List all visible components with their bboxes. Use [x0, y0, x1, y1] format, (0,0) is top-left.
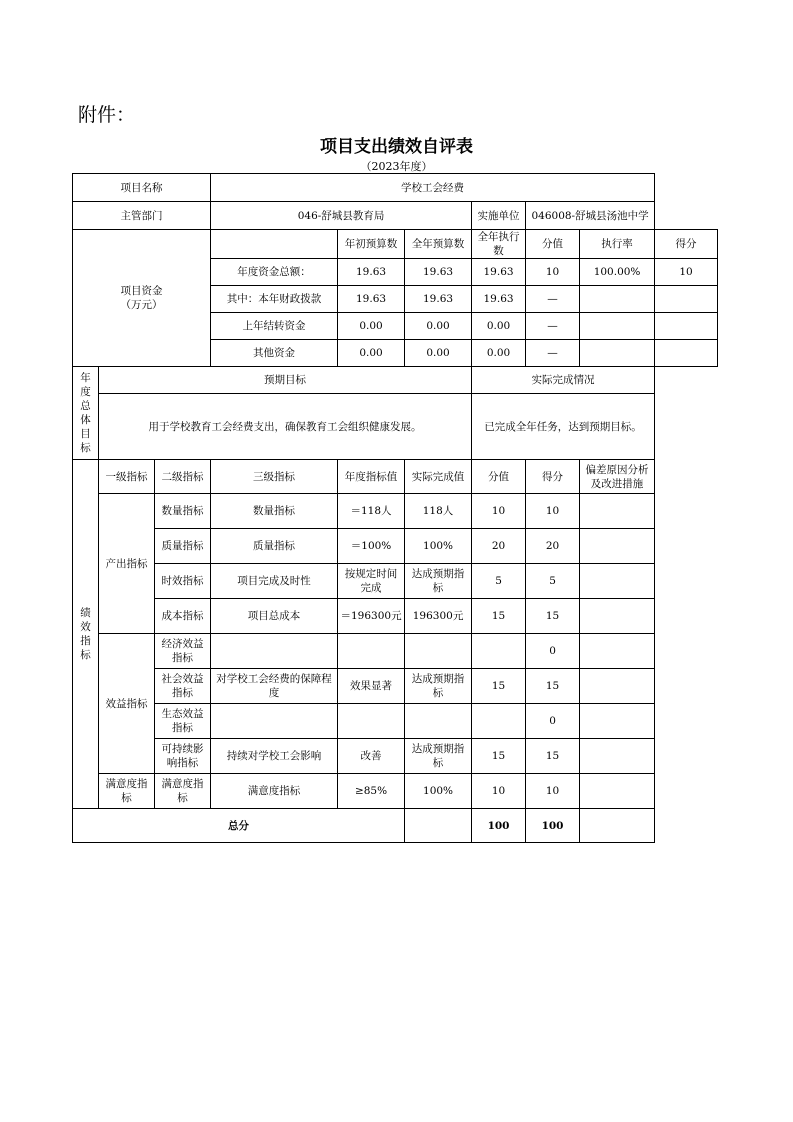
project-name: 学校工会经费 — [211, 174, 655, 202]
target-value: ＝196300元 — [338, 599, 405, 634]
table-row — [73, 774, 718, 809]
table-row — [73, 634, 718, 669]
funds-header: 年初预算数 — [338, 230, 405, 259]
level3-indicator: 项目总成本 — [211, 599, 338, 634]
score-value: 15 — [472, 599, 526, 634]
table-row — [73, 739, 718, 774]
level2-indicator: 质量指标 — [155, 529, 211, 564]
got-value: 0 — [526, 704, 580, 739]
level3-indicator: 满意度指标 — [211, 774, 338, 809]
note-value — [580, 774, 655, 809]
note-value — [580, 599, 655, 634]
target-value — [338, 704, 405, 739]
score-value: 10 — [472, 494, 526, 529]
table-row — [73, 564, 718, 599]
total-note — [580, 809, 655, 843]
got-value: 15 — [526, 599, 580, 634]
table-row — [73, 367, 718, 394]
funds-row-label: 其他资金 — [211, 340, 338, 367]
table-row — [73, 202, 718, 230]
funds-header: 全年执行数 — [472, 230, 526, 259]
score-value — [472, 704, 526, 739]
target-value: ＝100% — [338, 529, 405, 564]
funds-cell: 10 — [526, 259, 580, 286]
funds-header: 分值 — [526, 230, 580, 259]
note-value — [580, 739, 655, 774]
table-row — [73, 599, 718, 634]
score-value: 15 — [472, 739, 526, 774]
funds-cell — [655, 286, 718, 313]
funds-cell: 19.63 — [338, 259, 405, 286]
actual-value — [405, 704, 472, 739]
project-name-label: 项目名称 — [73, 174, 211, 202]
total-score: 100 — [472, 809, 526, 843]
target-value: 效果显著 — [338, 669, 405, 704]
funds-cell: 19.63 — [405, 286, 472, 313]
funds-cell: 0.00 — [472, 313, 526, 340]
expected-goal-label: 预期目标 — [99, 367, 472, 394]
funds-cell: — — [526, 286, 580, 313]
funds-cell — [655, 340, 718, 367]
table-row — [73, 460, 718, 494]
note-value — [580, 704, 655, 739]
table-row — [73, 230, 718, 259]
indicators-side-label: 绩 效 指 标 — [73, 460, 99, 809]
funds-cell — [655, 313, 718, 340]
table-row — [73, 809, 718, 843]
goals-side-label: 年 度 总 体 目 标 — [73, 367, 99, 460]
funds-cell: 0.00 — [405, 340, 472, 367]
score-value: 5 — [472, 564, 526, 599]
funds-cell: 0.00 — [338, 313, 405, 340]
level3-indicator: 对学校工会经费的保障程度 — [211, 669, 338, 704]
funds-cell: 19.63 — [338, 286, 405, 313]
funds-cell: 10 — [655, 259, 718, 286]
funds-cell: — — [526, 313, 580, 340]
total-label: 总分 — [73, 809, 405, 843]
funds-label: 项目资金 （万元） — [73, 230, 211, 367]
target-value — [338, 634, 405, 669]
actual-goal-text: 已完成全年任务，达到预期目标。 — [472, 394, 655, 460]
actual-goal-label: 实际完成情况 — [472, 367, 655, 394]
level1-indicator: 满意度指 标 — [99, 774, 155, 809]
got-value: 15 — [526, 739, 580, 774]
year-label: （2023年度） — [360, 160, 433, 173]
indicator-header: 二级指标 — [155, 460, 211, 494]
funds-cell: 19.63 — [405, 259, 472, 286]
table-row — [73, 529, 718, 564]
actual-value — [405, 634, 472, 669]
indicator-header: 三级指标 — [211, 460, 338, 494]
level3-indicator: 持续对学校工会影响 — [211, 739, 338, 774]
note-value — [580, 494, 655, 529]
target-value: ≥85% — [338, 774, 405, 809]
funds-header: 得分 — [655, 230, 718, 259]
level1-indicator: 效益指标 — [99, 634, 155, 774]
indicator-header: 一级指标 — [99, 460, 155, 494]
indicator-header: 实际完成值 — [405, 460, 472, 494]
indicator-header: 得分 — [526, 460, 580, 494]
funds-header: 执行率 — [580, 230, 655, 259]
score-value — [472, 634, 526, 669]
target-value: ＝118人 — [338, 494, 405, 529]
funds-header: 全年预算数 — [405, 230, 472, 259]
actual-value: 100% — [405, 774, 472, 809]
actual-value: 118人 — [405, 494, 472, 529]
attachment-label: 附件： — [78, 104, 136, 126]
level2-indicator: 时效指标 — [155, 564, 211, 599]
evaluation-table — [72, 173, 718, 843]
got-value: 20 — [526, 529, 580, 564]
indicator-header: 偏差原因分析 及改进措施 — [580, 460, 655, 494]
note-value — [580, 634, 655, 669]
note-value — [580, 564, 655, 599]
indicator-header: 分值 — [472, 460, 526, 494]
funds-cell: 100.00% — [580, 259, 655, 286]
level2-indicator: 社会效益 指标 — [155, 669, 211, 704]
actual-value: 达成预期指 标 — [405, 669, 472, 704]
funds-cell: 19.63 — [472, 286, 526, 313]
level3-indicator: 质量指标 — [211, 529, 338, 564]
funds-cell: 19.63 — [472, 259, 526, 286]
actual-value: 达成预期指 标 — [405, 564, 472, 599]
level3-indicator: 项目完成及时性 — [211, 564, 338, 599]
actual-value: 达成预期指 标 — [405, 739, 472, 774]
funds-cell — [580, 340, 655, 367]
level2-indicator: 满意度指 标 — [155, 774, 211, 809]
got-value: 10 — [526, 774, 580, 809]
funds-header-blank — [211, 230, 338, 259]
score-value: 20 — [472, 529, 526, 564]
funds-cell: 0.00 — [338, 340, 405, 367]
indicator-header: 年度指标值 — [338, 460, 405, 494]
level1-indicator: 产出指标 — [99, 494, 155, 634]
table-row — [73, 704, 718, 739]
funds-cell — [580, 313, 655, 340]
level3-indicator: 数量指标 — [211, 494, 338, 529]
got-value: 5 — [526, 564, 580, 599]
unit-value: 046008-舒城县汤池中学 — [526, 202, 655, 230]
actual-value: 196300元 — [405, 599, 472, 634]
level2-indicator: 成本指标 — [155, 599, 211, 634]
got-value: 15 — [526, 669, 580, 704]
total-got: 100 — [526, 809, 580, 843]
target-value: 改善 — [338, 739, 405, 774]
page-title: 项目支出绩效自评表 — [320, 137, 473, 157]
actual-value: 100% — [405, 529, 472, 564]
got-value: 10 — [526, 494, 580, 529]
table-row — [73, 669, 718, 704]
total-actual — [405, 809, 472, 843]
unit-label: 实施单位 — [472, 202, 526, 230]
note-value — [580, 669, 655, 704]
level3-indicator — [211, 704, 338, 739]
funds-cell: — — [526, 340, 580, 367]
table-row — [73, 174, 718, 202]
got-value: 0 — [526, 634, 580, 669]
note-value — [580, 529, 655, 564]
funds-cell — [580, 286, 655, 313]
score-value: 15 — [472, 669, 526, 704]
level2-indicator: 数量指标 — [155, 494, 211, 529]
dept-label: 主管部门 — [73, 202, 211, 230]
level2-indicator: 生态效益 指标 — [155, 704, 211, 739]
level2-indicator: 经济效益 指标 — [155, 634, 211, 669]
level3-indicator — [211, 634, 338, 669]
funds-row-label: 上年结转资金 — [211, 313, 338, 340]
score-value: 10 — [472, 774, 526, 809]
target-value: 按规定时间 完成 — [338, 564, 405, 599]
funds-cell: 0.00 — [472, 340, 526, 367]
funds-row-label: 其中：本年财政拨款 — [211, 286, 338, 313]
table-row — [73, 494, 718, 529]
dept-value: 046-舒城县教育局 — [211, 202, 472, 230]
expected-goal-text: 用于学校教育工会经费支出，确保教育工会组织健康发展。 — [99, 394, 472, 460]
table-row — [73, 394, 718, 460]
funds-cell: 0.00 — [405, 313, 472, 340]
funds-row-label: 年度资金总额： — [211, 259, 338, 286]
level2-indicator: 可持续影 响指标 — [155, 739, 211, 774]
